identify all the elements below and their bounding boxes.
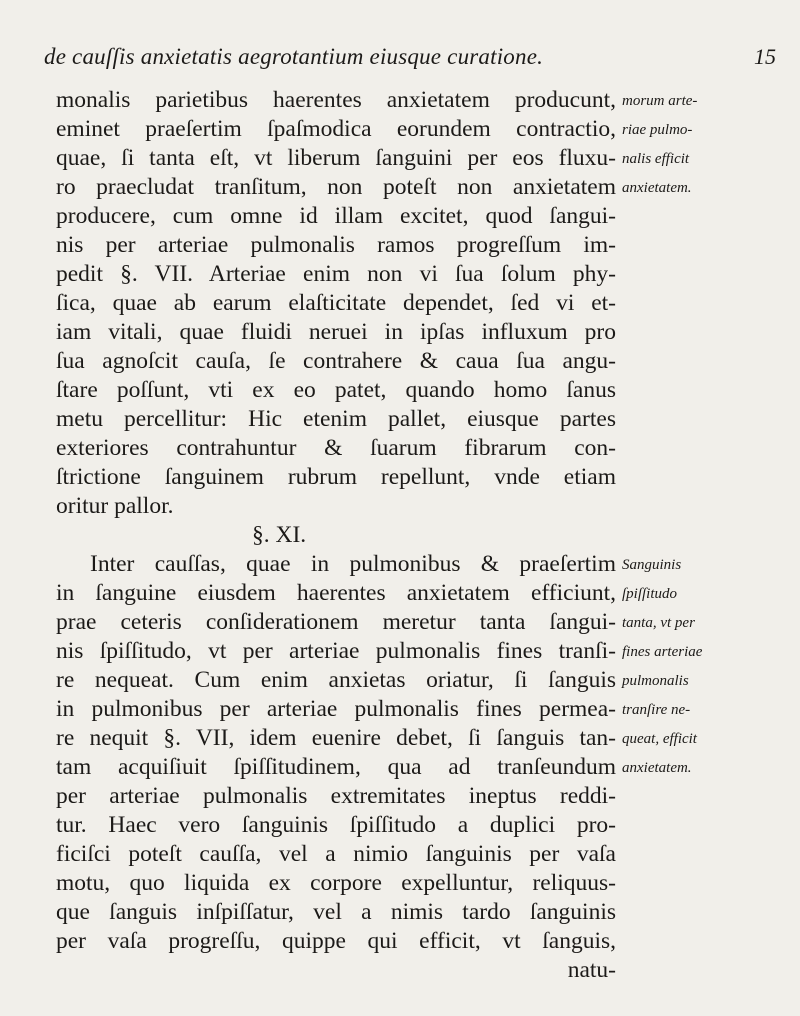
text-line: in ſanguine eiusdem haerentes anxietatem efficiunt, [56, 580, 616, 606]
text-line: re nequit §. VII, idem euenire debet, ſi ſanguis tan- [56, 725, 616, 751]
text-line: oritur pallor. [56, 493, 174, 519]
text-line: metu percellitur: Hic etenim pallet, eiusque partes [56, 406, 616, 432]
margin-note: pulmonalis [622, 673, 689, 689]
margin-note: tanta, vt per [622, 615, 695, 631]
margin-note: tranſire ne- [622, 702, 691, 718]
margin-note: fines arteriae [622, 644, 703, 660]
text-line: ſtrictione ſanguinem rubrum repellunt, vnde etiam [56, 464, 616, 490]
text-line: ſua agnoſcit cauſa, ſe contrahere & caua ſua angu- [56, 348, 616, 374]
margin-note-spacer [622, 318, 792, 347]
text-line: producere, cum omne id illam excitet, quod ſangui- [56, 203, 616, 229]
margin-note: nalis efficit [622, 151, 690, 167]
margin-note: queat, efficit [622, 731, 697, 747]
text-line: ro praecludat tranſitum, non poteſt non anxietatem [56, 174, 616, 200]
text-line: iam vitali, quae fluidi neruei in ipſas influxum pro [56, 319, 616, 345]
margin-note-spacer [622, 376, 792, 405]
section-heading: §. XI. [252, 522, 307, 548]
text-line: prae ceteris conſiderationem meretur tanta ſangui- [56, 609, 616, 635]
running-head [44, 44, 784, 74]
text-line: ficiſci poteſt cauſſa, vel a nimio ſanguinis per vaſa [56, 841, 616, 867]
margin-note: riae pulmo- [622, 122, 693, 138]
margin-note-spacer [622, 434, 792, 463]
text-line: que ſanguis inſpiſſatur, vel a nimis tardo ſanguinis [56, 899, 616, 925]
margin-note: Sanguinis [622, 557, 682, 573]
text-line: nis ſpiſſitudo, vt per arteriae pulmonalis fines tranſi- [56, 638, 616, 664]
margin-note: ſpiſſitudo [622, 586, 678, 602]
margin-note-spacer [622, 405, 792, 434]
text-line: monalis parietibus haerentes anxietatem producunt, [56, 87, 616, 113]
text-line: tur. Haec vero ſanguinis ſpiſſitudo a duplici pro- [56, 812, 616, 838]
text-line: nis per arteriae pulmonalis ramos progreſſum im- [56, 232, 616, 258]
text-line: exteriores contrahuntur & ſuarum fibrarum con- [56, 435, 616, 461]
text-line: tam acquiſiuit ſpiſſitudinem, qua ad tranſeundum [56, 754, 616, 780]
margin-note-spacer [622, 260, 792, 289]
text-line: Inter cauſſas, quae in pulmonibus & praeſertim [90, 551, 616, 577]
text-line: quae, ſi tanta eſt, vt liberum ſanguini per eos fluxu- [56, 145, 616, 171]
margin-note-spacer [622, 347, 792, 376]
margin-note-spacer [622, 231, 792, 260]
text-line: per vaſa progreſſu, quippe qui efficit, vt ſanguis, [56, 928, 616, 954]
margin-notes [622, 86, 792, 782]
page-number: 15 [754, 44, 776, 69]
running-title: de cauſſis anxietatis aegrotantium eiusque curatione. [44, 44, 544, 69]
catchword: natu- [567, 957, 616, 983]
margin-note-spacer [622, 289, 792, 318]
text-line: pedit §. VII. Arteriae enim non vi ſua ſolum phy- [56, 261, 616, 287]
margin-note-spacer [622, 202, 792, 231]
margin-note-spacer [622, 521, 792, 550]
text-line: motu, quo liquida ex corpore expelluntur, reliquus- [56, 870, 616, 896]
margin-note-spacer [622, 463, 792, 492]
text-line: per arteriae pulmonalis extremitates ineptus reddi- [56, 783, 616, 809]
text-line: in pulmonibus per arteriae pulmonalis fines permea- [56, 696, 616, 722]
margin-note: anxietatem. [622, 760, 692, 776]
body-text [56, 86, 616, 985]
text-line: ſica, quae ab earum elaſticitate dependet, ſed vi et- [56, 290, 616, 316]
text-line: re nequeat. Cum enim anxietas oriatur, ſi ſanguis [56, 667, 616, 693]
margin-note-spacer [622, 492, 792, 521]
margin-note: anxietatem. [622, 180, 692, 196]
margin-note: morum arte- [622, 93, 698, 109]
text-line: eminet praeſertim ſpaſmodica eorundem contractio, [56, 116, 616, 142]
text-line: ſtare poſſunt, vti ex eo patet, quando homo ſanus [56, 377, 616, 403]
